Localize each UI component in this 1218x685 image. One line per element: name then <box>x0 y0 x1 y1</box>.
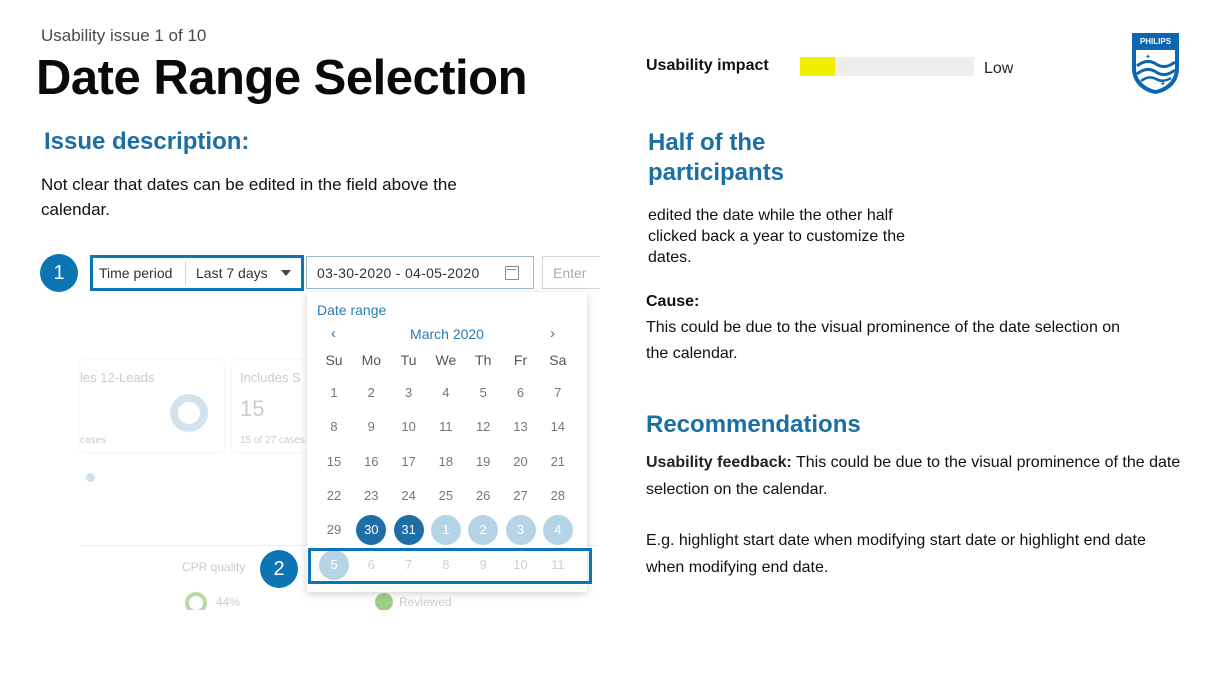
feedback-text: This could be due to the visual prominence of the date selection on the calendar. <box>646 454 1181 498</box>
caret-down-icon <box>281 270 291 276</box>
calendar-day[interactable]: 4 <box>442 385 450 400</box>
donut-chart-icon <box>170 394 208 432</box>
background-card-includes <box>232 360 312 452</box>
calendar-icon[interactable] <box>505 266 519 280</box>
recommendations-heading: Recommendations <box>646 411 861 438</box>
calendar-day[interactable]: 15 <box>326 453 342 469</box>
issue-description-text: Not clear that dates can be edited in the field above the calendar. <box>41 175 457 219</box>
calendar-day-next-month[interactable]: 9 <box>479 556 487 572</box>
weekday-label: Th <box>475 352 492 368</box>
calendar-day[interactable]: 20 <box>513 453 528 469</box>
weekday-label: Fr <box>513 352 528 368</box>
calendar-day[interactable]: 17 <box>401 453 416 469</box>
impact-meter <box>800 57 974 76</box>
calendar-day-range[interactable]: 4 <box>543 515 573 545</box>
bg-card-label: Includes S <box>240 370 301 385</box>
bg-card-label: les 12-Leads <box>80 370 155 385</box>
enter-input[interactable] <box>542 256 600 289</box>
calendar-day[interactable]: 23 <box>364 487 379 503</box>
calendar-day[interactable]: 24 <box>401 487 416 503</box>
enter-placeholder: Enter <box>553 265 587 281</box>
svg-text:✦: ✦ <box>1160 81 1166 88</box>
calendar-day-range[interactable]: 2 <box>468 515 498 545</box>
calendar-day-next-month[interactable]: 10 <box>513 556 528 572</box>
impact-meter-fill <box>800 57 835 76</box>
calendar-day-range[interactable]: 5 <box>319 550 349 580</box>
calendar-day[interactable]: 1 <box>330 385 338 400</box>
calendar-day[interactable]: 18 <box>438 453 454 469</box>
recommendations-example: E.g. highlight start date when modifying start date or highlight end date when modifying end date. <box>646 532 1146 576</box>
calendar-title: Date range <box>317 302 387 318</box>
calendar-day[interactable]: 8 <box>330 419 338 435</box>
marker-1: 1 <box>40 254 78 292</box>
calendar-day-selected[interactable]: 30 <box>356 515 386 545</box>
weekday-label: Sa <box>549 352 567 368</box>
highlighted-week-outline <box>308 548 592 584</box>
finding-heading: Half of the participants <box>648 129 785 186</box>
time-period-label: Time period <box>99 265 173 281</box>
calendar-day[interactable]: 27 <box>513 487 528 503</box>
cause-label: Cause: <box>646 293 700 310</box>
calendar-day[interactable]: 10 <box>401 419 416 435</box>
calendar-day[interactable]: 5 <box>479 385 487 400</box>
calendar-day-range[interactable]: 1 <box>431 515 461 545</box>
svg-text:✦: ✦ <box>1145 54 1151 61</box>
calendar-day-range[interactable]: 3 <box>506 515 536 545</box>
calendar-day[interactable]: 19 <box>475 453 491 469</box>
status-dot <box>86 473 95 482</box>
date-range-value: 03-30-2020 - 04-05-2020 <box>317 265 480 281</box>
finding-text: edited the date while the other half clicked back a year to customize the dates. <box>648 207 906 266</box>
calendar-day[interactable]: 16 <box>364 453 379 469</box>
bg-percent: 44% <box>216 595 241 609</box>
reviewed-check-icon <box>375 593 393 610</box>
feedback-label: Usability feedback: <box>646 454 792 471</box>
calendar-day-next-month[interactable]: 6 <box>367 556 375 572</box>
impact-value: Low <box>984 60 1014 77</box>
recommendations-feedback <box>646 449 1186 503</box>
calendar-day[interactable]: 25 <box>438 487 454 503</box>
calendar-day[interactable]: 9 <box>367 419 375 435</box>
page-title: Date Range Selection <box>36 51 528 105</box>
calendar-day[interactable]: 14 <box>550 419 566 435</box>
philips-logo <box>1129 30 1182 96</box>
calendar-day[interactable]: 6 <box>516 385 525 400</box>
issue-counter: Usability issue 1 of 10 <box>41 26 207 45</box>
calendar-day[interactable]: 2 <box>367 385 375 400</box>
weekday-label: Su <box>325 352 343 368</box>
calendar-day-selected[interactable]: 31 <box>394 515 424 545</box>
calendar-day[interactable]: 22 <box>326 487 342 503</box>
bg-card-footer: cases <box>80 435 107 446</box>
next-month-chevron-icon[interactable]: › <box>550 325 555 342</box>
time-period-select[interactable] <box>90 255 304 291</box>
calendar-popup <box>307 292 587 592</box>
date-range-input[interactable] <box>306 256 534 289</box>
calendar-day[interactable]: 7 <box>554 385 562 400</box>
time-period-value: Last 7 days <box>196 265 268 281</box>
calendar-day[interactable]: 26 <box>475 487 491 503</box>
calendar-day-next-month[interactable]: 7 <box>404 556 413 572</box>
calendar-day[interactable]: 11 <box>439 419 453 435</box>
bg-reviewed: Reviewed <box>399 595 452 609</box>
divider <box>185 261 186 285</box>
bg-card-footer: 15 of 27 cases <box>240 435 306 446</box>
bg-card-value: 15 <box>240 396 265 421</box>
calendar-month: March 2020 <box>410 326 484 342</box>
impact-label: Usability impact <box>646 57 769 74</box>
calendar-day[interactable]: 3 <box>404 385 413 400</box>
embedded-screenshot <box>40 240 600 610</box>
calendar-day-next-month[interactable]: 8 <box>442 556 450 572</box>
calendar-day[interactable]: 13 <box>513 419 528 435</box>
weekday-label: Tu <box>400 352 417 368</box>
calendar-day[interactable]: 29 <box>326 522 342 538</box>
cpr-gauge-icon <box>185 592 207 610</box>
weekday-label: We <box>435 352 457 368</box>
weekday-label: Mo <box>361 352 382 368</box>
prev-month-chevron-icon[interactable]: ‹ <box>331 325 336 342</box>
calendar-day[interactable]: 12 <box>475 419 491 435</box>
cause-text: This could be due to the visual prominence of the date selection on the calendar. <box>646 319 1121 362</box>
bg-cpr-quality: CPR quality <box>182 560 246 574</box>
calendar-day-next-month[interactable]: 11 <box>551 556 565 572</box>
issue-description-heading: Issue description: <box>44 128 250 155</box>
calendar-day[interactable]: 28 <box>550 487 566 503</box>
logo-wordmark: PHILIPS <box>1139 37 1172 46</box>
background-card-12-leads <box>80 360 224 452</box>
marker-2: 2 <box>260 550 298 588</box>
calendar-day[interactable]: 21 <box>550 453 566 469</box>
